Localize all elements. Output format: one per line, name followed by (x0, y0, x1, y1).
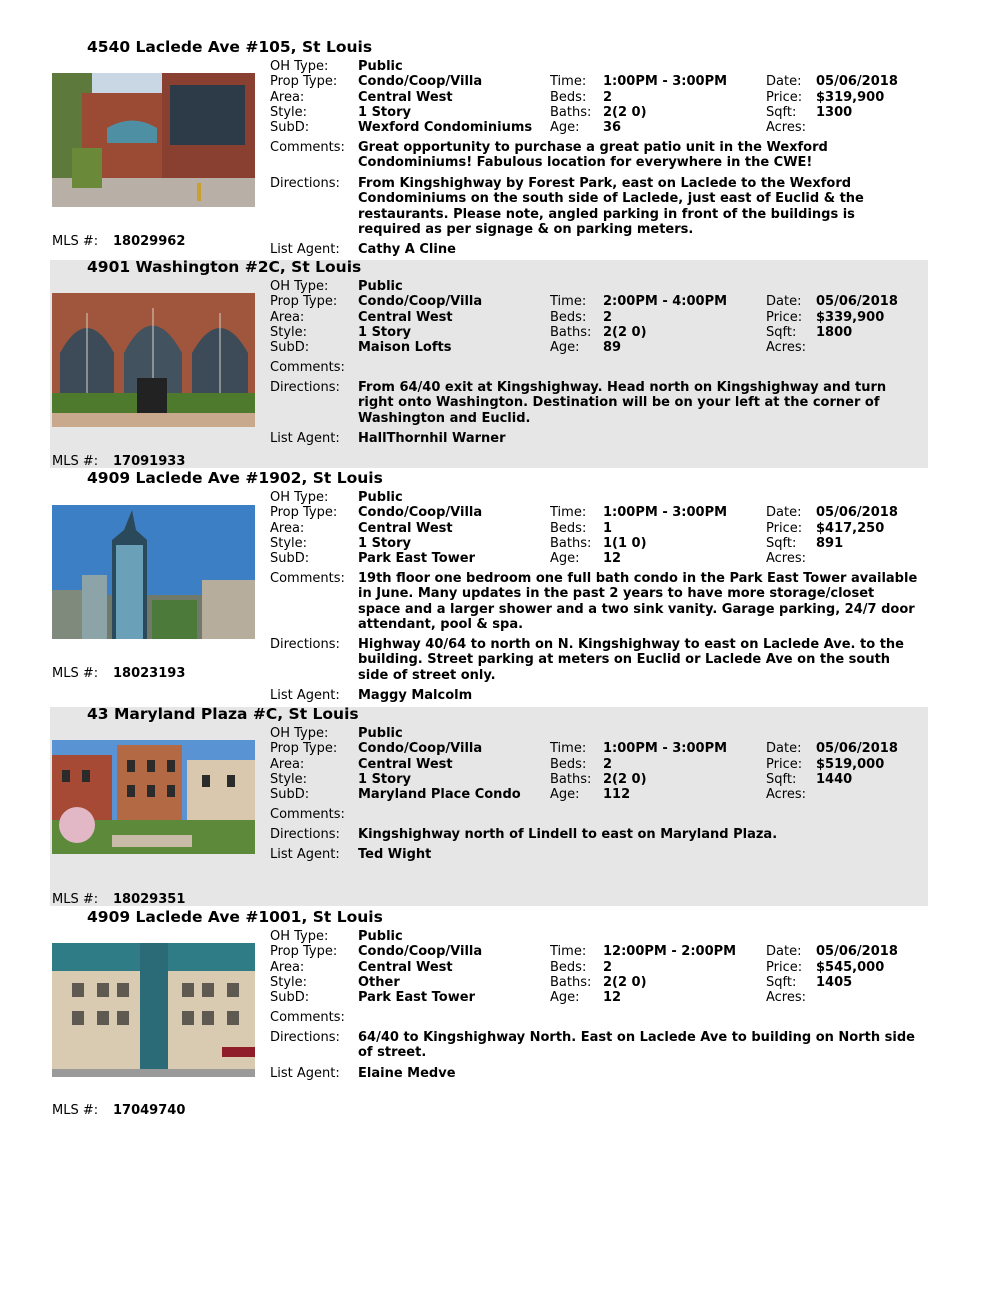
listing-photo (52, 943, 255, 1077)
style-value: 1 Story (358, 325, 411, 340)
time-label: Time: (550, 294, 587, 309)
listing-card (50, 471, 928, 705)
baths-value: 2(2 0) (603, 975, 647, 990)
price-value: $339,900 (816, 310, 885, 325)
date-label: Date: (766, 505, 802, 520)
acres-label: Acres: (766, 120, 807, 135)
area-label: Area: (270, 960, 305, 975)
oh-type-value: Public (358, 279, 403, 294)
prop-type-label: Prop Type: (270, 294, 338, 309)
oh-type-value: Public (358, 59, 403, 74)
list-agent-value: Maggy Malcolm (358, 688, 473, 703)
listing-address: 4901 Washington #2C, St Louis (87, 258, 362, 276)
mls-label: MLS #: (52, 454, 99, 469)
baths-label: Baths: (550, 772, 592, 787)
mls-number: 18029351 (113, 892, 186, 907)
oh-type-label: OH Type: (270, 726, 329, 741)
age-label: Age: (550, 990, 580, 1005)
directions-text: From Kingshighway by Forest Park, east on Laclede to the Wexford Condominiums on the south side of Laclede, just east of Euclid & the restaurants. Please note, angled parking in front of the buildings is required as per signage & on parking meters. (358, 176, 864, 238)
mls-number: 17091933 (113, 454, 186, 469)
area-label: Area: (270, 757, 305, 772)
area-label: Area: (270, 521, 305, 536)
acres-label: Acres: (766, 787, 807, 802)
sqft-label: Sqft: (766, 772, 797, 787)
date-label: Date: (766, 741, 802, 756)
comments-label: Comments: (270, 360, 345, 375)
age-value: 36 (603, 120, 622, 135)
area-label: Area: (270, 310, 305, 325)
baths-label: Baths: (550, 975, 592, 990)
directions-label: Directions: (270, 1030, 340, 1045)
oh-type-label: OH Type: (270, 490, 329, 505)
date-value: 05/06/2018 (816, 74, 898, 89)
prop-type-value: Condo/Coop/Villa (358, 741, 483, 756)
date-label: Date: (766, 944, 802, 959)
mls-number: 18029962 (113, 234, 186, 249)
style-value: 1 Story (358, 105, 411, 120)
listing-photo (52, 740, 255, 854)
baths-label: Baths: (550, 325, 592, 340)
sqft-value: 1800 (816, 325, 853, 340)
beds-value: 2 (603, 310, 613, 325)
date-label: Date: (766, 294, 802, 309)
list-agent-label: List Agent: (270, 1066, 340, 1081)
date-value: 05/06/2018 (816, 741, 898, 756)
baths-label: Baths: (550, 105, 592, 120)
mls-label: MLS #: (52, 892, 99, 907)
price-value: $417,250 (816, 521, 885, 536)
baths-label: Baths: (550, 536, 592, 551)
oh-type-label: OH Type: (270, 929, 329, 944)
baths-value: 2(2 0) (603, 105, 647, 120)
beds-label: Beds: (550, 90, 587, 105)
time-value: 1:00PM - 3:00PM (603, 505, 728, 520)
listing-photo (52, 73, 255, 207)
age-label: Age: (550, 551, 580, 566)
listing-address: 4909 Laclede Ave #1902, St Louis (87, 469, 383, 487)
sqft-value: 1405 (816, 975, 853, 990)
sqft-value: 891 (816, 536, 844, 551)
beds-value: 2 (603, 90, 613, 105)
age-value: 89 (603, 340, 622, 355)
age-label: Age: (550, 340, 580, 355)
prop-type-label: Prop Type: (270, 74, 338, 89)
directions-text: 64/40 to Kingshighway North. East on Laclede Ave to building on North side of street. (358, 1030, 915, 1061)
time-value: 2:00PM - 4:00PM (603, 294, 728, 309)
price-value: $545,000 (816, 960, 885, 975)
list-agent-value: Ted Wight (358, 847, 432, 862)
listing-card (50, 707, 928, 906)
baths-value: 2(2 0) (603, 325, 647, 340)
listing-address: 43 Maryland Plaza #C, St Louis (87, 705, 359, 723)
prop-type-label: Prop Type: (270, 741, 338, 756)
directions-label: Directions: (270, 176, 340, 191)
subd-value: Park East Tower (358, 990, 475, 1005)
beds-label: Beds: (550, 960, 587, 975)
directions-label: Directions: (270, 380, 340, 395)
beds-label: Beds: (550, 521, 587, 536)
style-value: Other (358, 975, 400, 990)
directions-label: Directions: (270, 637, 340, 652)
baths-value: 1(1 0) (603, 536, 647, 551)
beds-label: Beds: (550, 757, 587, 772)
price-label: Price: (766, 757, 803, 772)
price-value: $319,900 (816, 90, 885, 105)
oh-type-value: Public (358, 929, 403, 944)
listing-card (50, 40, 928, 258)
age-label: Age: (550, 787, 580, 802)
age-value: 12 (603, 551, 622, 566)
subd-value: Wexford Condominiums (358, 120, 533, 135)
time-label: Time: (550, 74, 587, 89)
time-value: 12:00PM - 2:00PM (603, 944, 737, 959)
price-label: Price: (766, 521, 803, 536)
mls-label: MLS #: (52, 234, 99, 249)
price-value: $519,000 (816, 757, 885, 772)
sqft-label: Sqft: (766, 325, 797, 340)
comments-label: Comments: (270, 1010, 345, 1025)
sqft-label: Sqft: (766, 536, 797, 551)
time-label: Time: (550, 741, 587, 756)
sqft-label: Sqft: (766, 105, 797, 120)
beds-value: 2 (603, 960, 613, 975)
style-value: 1 Story (358, 536, 411, 551)
time-label: Time: (550, 505, 587, 520)
list-agent-label: List Agent: (270, 847, 340, 862)
age-label: Age: (550, 120, 580, 135)
date-label: Date: (766, 74, 802, 89)
sqft-value: 1440 (816, 772, 853, 787)
style-label: Style: (270, 772, 308, 787)
area-value: Central West (358, 310, 453, 325)
sqft-value: 1300 (816, 105, 853, 120)
subd-label: SubD: (270, 340, 310, 355)
listing-photo (52, 293, 255, 427)
acres-label: Acres: (766, 990, 807, 1005)
area-value: Central West (358, 757, 453, 772)
listing-address: 4909 Laclede Ave #1001, St Louis (87, 908, 383, 926)
prop-type-label: Prop Type: (270, 505, 338, 520)
comments-label: Comments: (270, 807, 345, 822)
price-label: Price: (766, 310, 803, 325)
comments-label: Comments: (270, 140, 345, 155)
price-label: Price: (766, 960, 803, 975)
style-label: Style: (270, 105, 308, 120)
oh-type-label: OH Type: (270, 59, 329, 74)
beds-value: 1 (603, 521, 613, 536)
area-value: Central West (358, 90, 453, 105)
prop-type-value: Condo/Coop/Villa (358, 294, 483, 309)
acres-label: Acres: (766, 340, 807, 355)
listing-address: 4540 Laclede Ave #105, St Louis (87, 38, 373, 56)
subd-label: SubD: (270, 120, 310, 135)
subd-label: SubD: (270, 787, 310, 802)
sqft-label: Sqft: (766, 975, 797, 990)
subd-label: SubD: (270, 990, 310, 1005)
directions-text: Highway 40/64 to north on N. Kingshighway to east on Laclede Ave. to the building. Street parking at meters on Euclid or Laclede Ave on the south side of street only. (358, 637, 904, 683)
acres-label: Acres: (766, 551, 807, 566)
time-label: Time: (550, 944, 587, 959)
style-value: 1 Story (358, 772, 411, 787)
age-value: 112 (603, 787, 631, 802)
beds-value: 2 (603, 757, 613, 772)
directions-text: From 64/40 exit at Kingshighway. Head north on Kingshighway and turn right onto Washington. Destination will be on your left at the corner of Washington and Euclid. (358, 380, 887, 426)
area-label: Area: (270, 90, 305, 105)
price-label: Price: (766, 90, 803, 105)
style-label: Style: (270, 975, 308, 990)
date-value: 05/06/2018 (816, 944, 898, 959)
list-agent-value: Elaine Medve (358, 1066, 456, 1081)
oh-type-value: Public (358, 490, 403, 505)
directions-label: Directions: (270, 827, 340, 842)
list-agent-value: Cathy A Cline (358, 242, 456, 257)
prop-type-value: Condo/Coop/Villa (358, 74, 483, 89)
baths-value: 2(2 0) (603, 772, 647, 787)
area-value: Central West (358, 960, 453, 975)
listing-photo (52, 505, 255, 639)
comments-text: Great opportunity to purchase a great patio unit in the Wexford Condominiums! Fabulous location for everywhere in the CWE! (358, 140, 828, 171)
area-value: Central West (358, 521, 453, 536)
comments-label: Comments: (270, 571, 345, 586)
style-label: Style: (270, 536, 308, 551)
subd-value: Maison Lofts (358, 340, 452, 355)
list-agent-value: HallThornhil Warner (358, 431, 506, 446)
time-value: 1:00PM - 3:00PM (603, 74, 728, 89)
list-agent-label: List Agent: (270, 431, 340, 446)
date-value: 05/06/2018 (816, 294, 898, 309)
listing-card (50, 260, 928, 468)
list-agent-label: List Agent: (270, 688, 340, 703)
date-value: 05/06/2018 (816, 505, 898, 520)
subd-label: SubD: (270, 551, 310, 566)
mls-label: MLS #: (52, 666, 99, 681)
subd-value: Park East Tower (358, 551, 475, 566)
prop-type-value: Condo/Coop/Villa (358, 944, 483, 959)
subd-value: Maryland Place Condo (358, 787, 521, 802)
oh-type-label: OH Type: (270, 279, 329, 294)
listing-card (50, 910, 928, 1125)
style-label: Style: (270, 325, 308, 340)
directions-text: Kingshighway north of Lindell to east on Maryland Plaza. (358, 827, 778, 842)
time-value: 1:00PM - 3:00PM (603, 741, 728, 756)
mls-number: 18023193 (113, 666, 186, 681)
list-agent-label: List Agent: (270, 242, 340, 257)
beds-label: Beds: (550, 310, 587, 325)
mls-label: MLS #: (52, 1103, 99, 1118)
prop-type-label: Prop Type: (270, 944, 338, 959)
age-value: 12 (603, 990, 622, 1005)
mls-number: 17049740 (113, 1103, 186, 1118)
oh-type-value: Public (358, 726, 403, 741)
comments-text: 19th floor one bedroom one full bath condo in the Park East Tower available in June. Many updates in the past 2 years to have more storage/closet space and a larger shower and a two sink vanity. Garage parking, 24/7 door attendant, pool & spa. (358, 571, 918, 633)
prop-type-value: Condo/Coop/Villa (358, 505, 483, 520)
